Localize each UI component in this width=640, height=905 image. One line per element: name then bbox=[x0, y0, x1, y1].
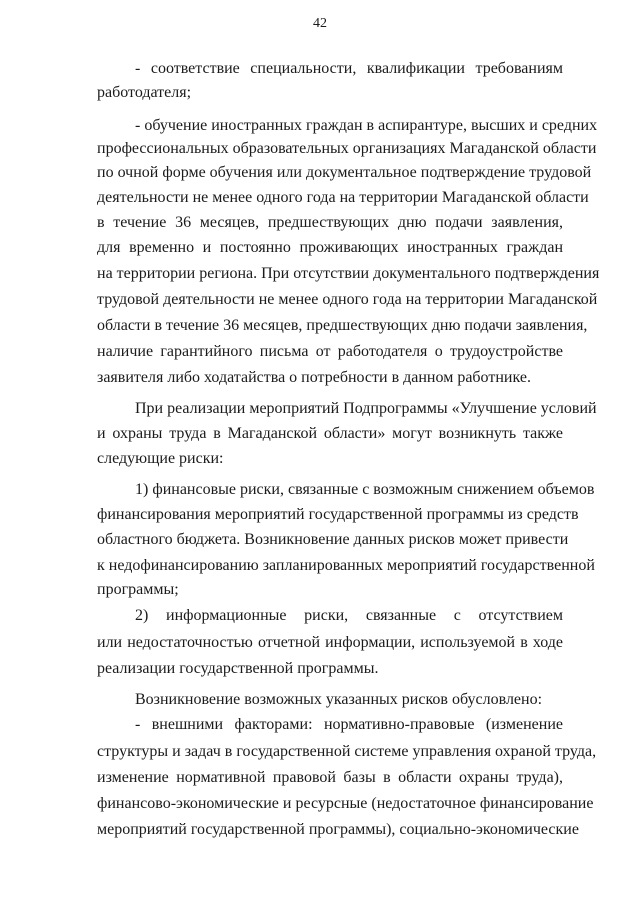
text-line: в течение 36 месяцев, предшествующих дню подачи заявления, bbox=[97, 214, 563, 231]
text-line: на территории региона. При отсутствии документального подтверждения bbox=[97, 265, 600, 282]
text-line: изменение нормативной правовой базы в области охраны труда), bbox=[97, 769, 563, 786]
text-line: - внешними факторами: нормативно-правовые (изменение bbox=[135, 716, 563, 733]
text-line: мероприятий государственной программы), социально-экономические bbox=[97, 821, 579, 838]
text-line: областного бюджета. Возникновение данных рисков может привести bbox=[97, 531, 569, 548]
text-line: для временно и постоянно проживающих иностранных граждан bbox=[97, 239, 563, 256]
text-line: программы; bbox=[97, 581, 179, 598]
text-line: 1) финансовые риски, связанные с возможным снижением объемов bbox=[135, 481, 595, 498]
text-line: наличие гарантийного письма от работодателя о трудоустройстве bbox=[97, 343, 563, 360]
page-number: 42 bbox=[313, 16, 327, 31]
text-line: деятельности не менее одного года на территории Магаданской области bbox=[97, 189, 589, 206]
text-line: 2) информационные риски, связанные с отсутствием bbox=[135, 607, 563, 624]
text-line: по очной форме обучения или документальное подтверждение трудовой bbox=[97, 164, 592, 181]
text-line: и охраны труда в Магаданской области» могут возникнуть также bbox=[97, 425, 563, 442]
text-line: к недофинансированию запланированных мероприятий государственной bbox=[97, 557, 595, 574]
text-line: или недостаточностью отчетной информации, используемой в ходе bbox=[97, 634, 563, 651]
text-line: - обучение иностранных граждан в аспирантуре, высших и средних bbox=[135, 117, 598, 134]
text-line: трудовой деятельности не менее одного года на территории Магаданской bbox=[97, 291, 598, 308]
text-line: реализации государственной программы. bbox=[97, 660, 379, 677]
text-line: Возникновение возможных указанных рисков обусловлено: bbox=[135, 691, 543, 708]
text-line: финансово-экономические и ресурсные (недостаточное финансирование bbox=[97, 795, 594, 812]
text-line: области в течение 36 месяцев, предшествующих дню подачи заявления, bbox=[97, 317, 588, 334]
text-line: профессиональных образовательных организациях Магаданской области bbox=[97, 140, 597, 157]
text-line: следующие риски: bbox=[97, 450, 224, 467]
text-line: При реализации мероприятий Подпрограммы «Улучшение условий bbox=[135, 400, 597, 417]
text-line: структуры и задач в государственной системе управления охраной труда, bbox=[97, 743, 597, 760]
text-line: заявителя либо ходатайства о потребности в данном работнике. bbox=[97, 369, 531, 386]
text-line: финансирования мероприятий государственной программы из средств bbox=[97, 506, 579, 523]
text-line: работодателя; bbox=[97, 84, 192, 101]
text-line: - соответствие специальности, квалификации требованиям bbox=[135, 60, 563, 77]
